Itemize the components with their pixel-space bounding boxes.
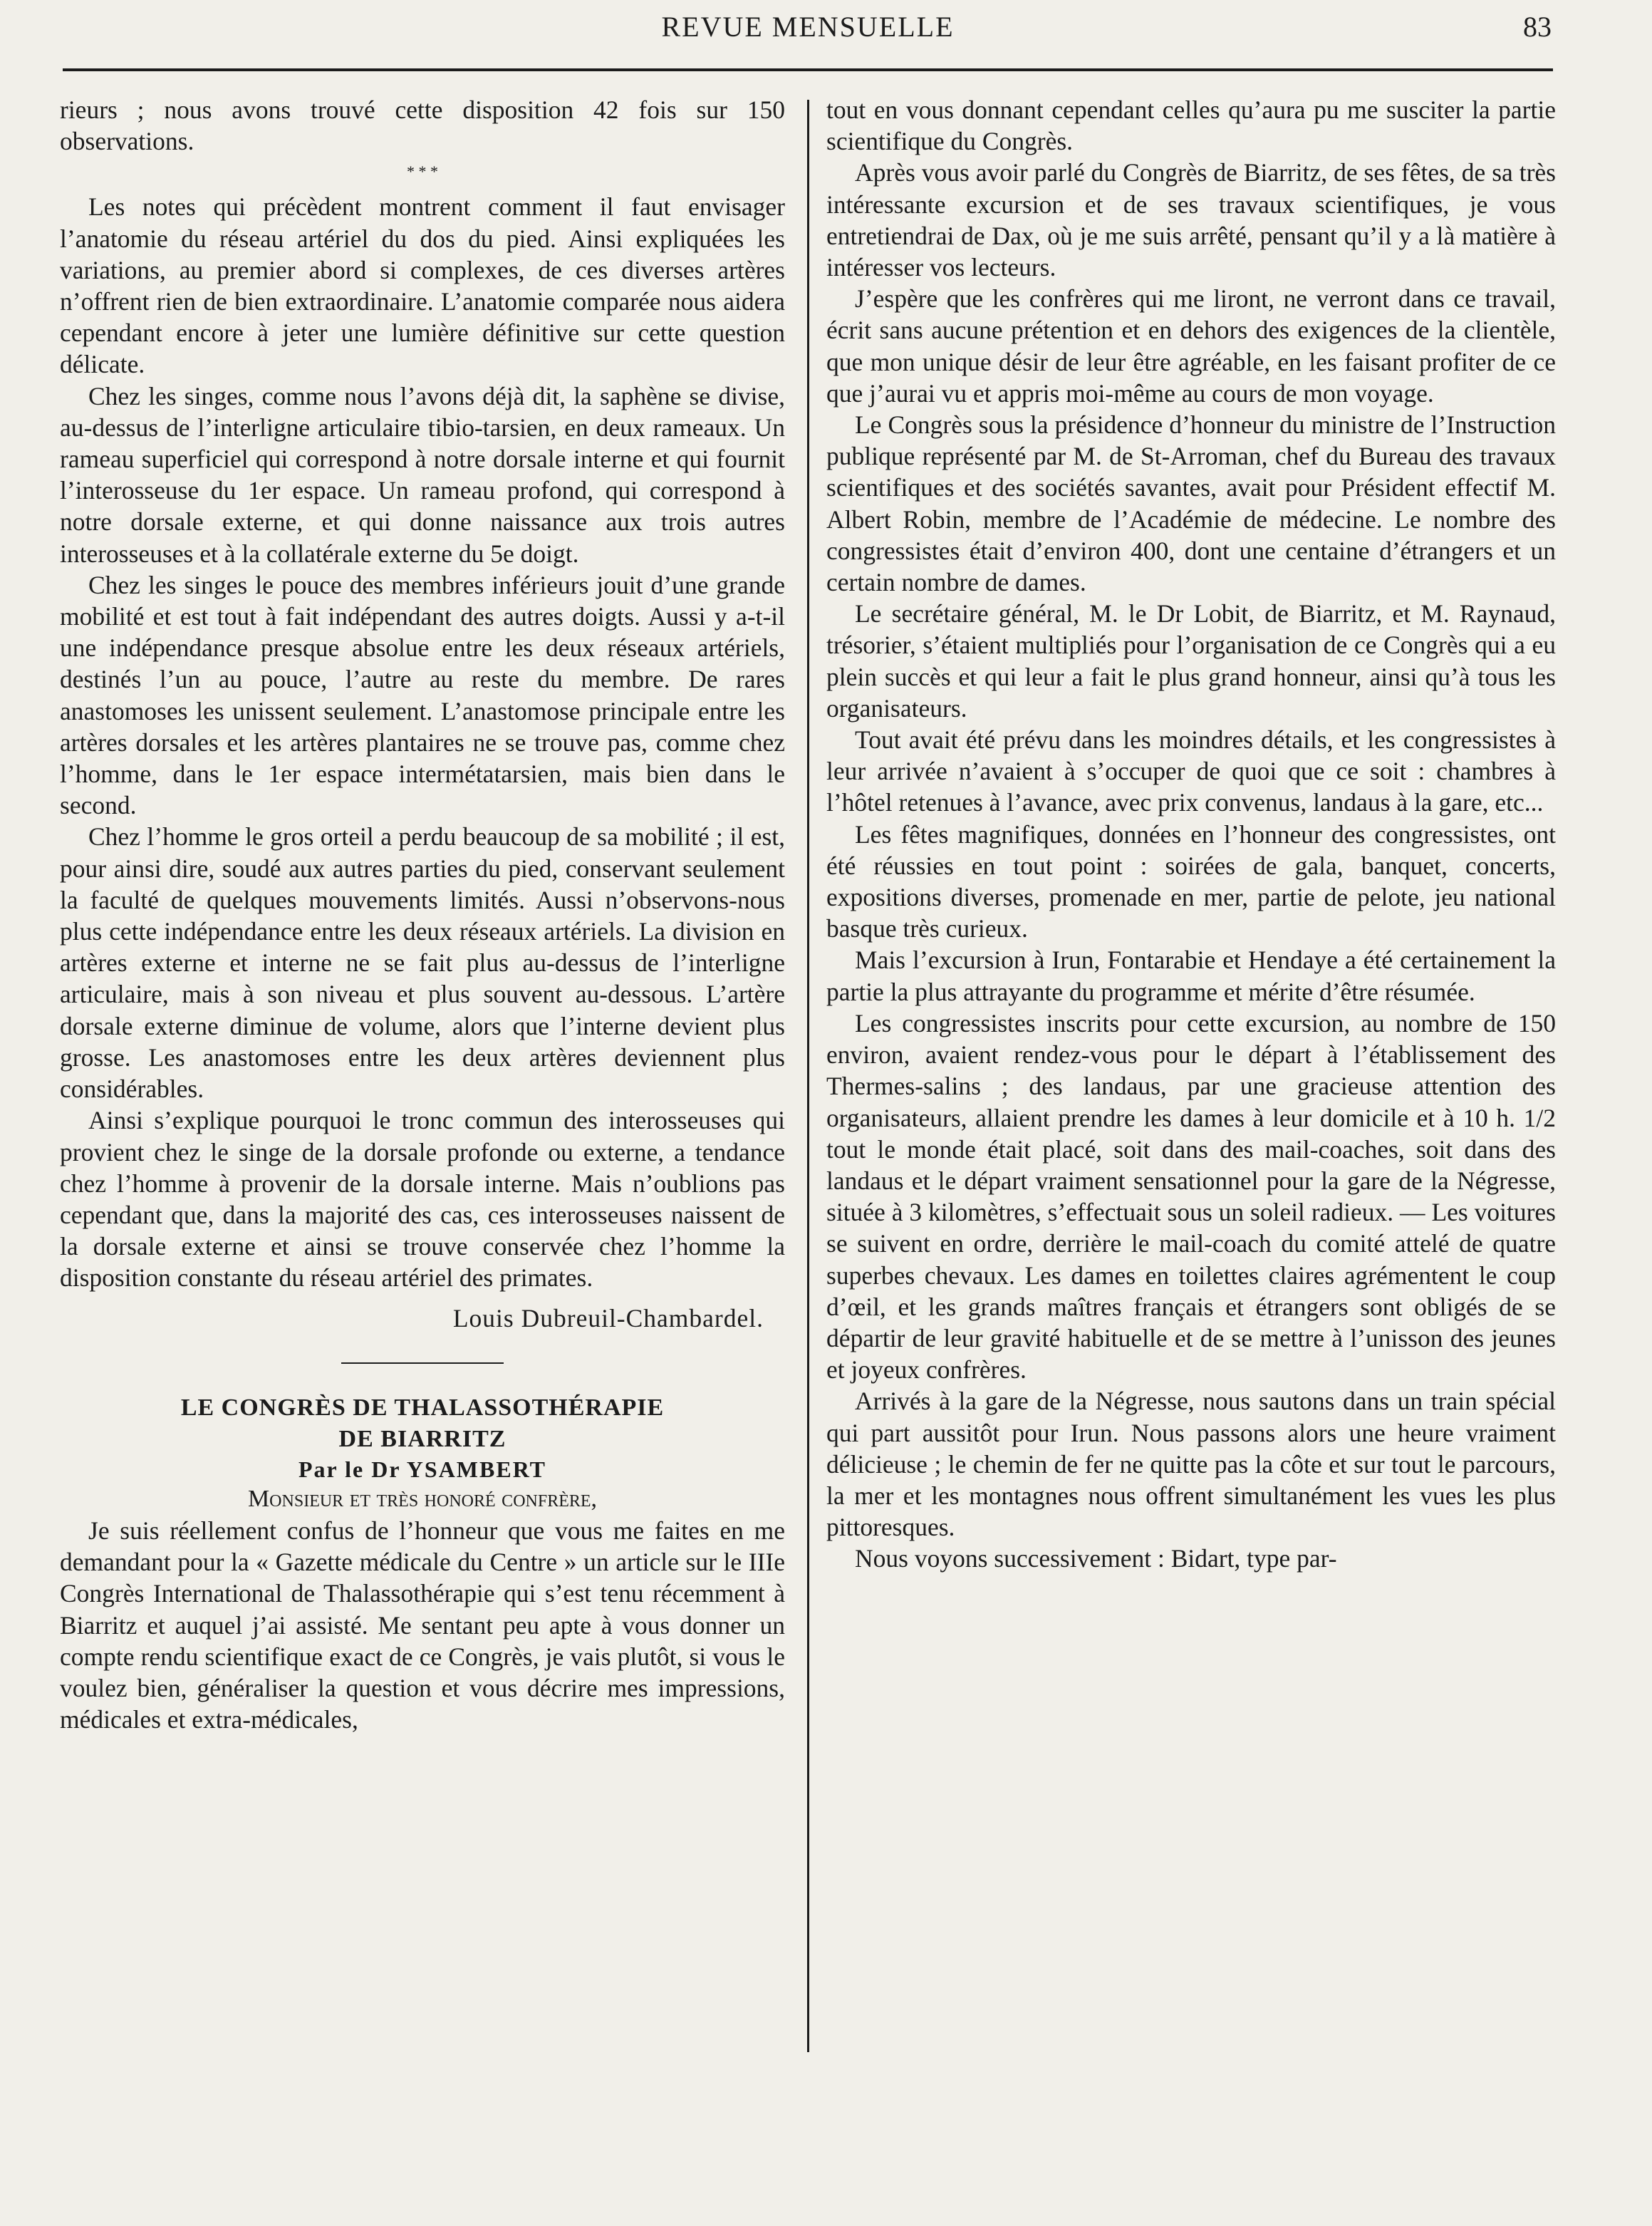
- paragraph: rieurs ; nous avons trouvé cette disposition 42 fois sur 150 observations.: [60, 95, 785, 156]
- paragraph: Nous voyons successivement : Bidart, type par-: [855, 1544, 1337, 1573]
- paragraph: J’espère que les confrères qui me liront, ne verront dans ce travail, écrit sans aucune prétention et en dehors des exigences de la clientèle, que mon unique désir de leur être agréable, en les faisant profiter de ce que j’aurai vu et appris moi-même au cours de mon voyage.: [826, 284, 1556, 408]
- article-author: Par le Dr YSAMBERT: [298, 1456, 547, 1482]
- paragraph: Tout avait été prévu dans les moindres détails, et les congressistes à leur arrivée n’avaient à s’occuper de quoi que ce soit : chambres à l’hôtel retenues à l’avance, avec prix convenus, landaus à la gare, etc...: [826, 725, 1556, 817]
- article-divider: [341, 1362, 504, 1364]
- paragraph: Le Congrès sous la présidence d’honneur du ministre de l’Instruction publique représenté par M. de St-Arroman, chef du Bureau des travaux scientifiques et des sociétés savantes, avait pour Président effectif M. Albert Robin, membre de l’Académie de médecine. Le nombre des congressistes était d’environ 400, dont une centaine d’étrangers et un certain nombre de dames.: [826, 410, 1556, 597]
- page-header: [63, 10, 1553, 60]
- paragraph: Chez les singes, comme nous l’avons déjà dit, la saphène se divise, au-dessus de l’interligne articulaire tibio-tarsien, en deux rameaux. Un rameau superficiel qui correspond à notre dorsale interne et qui fournit l’interosseuse du 1er espace. Un rameau profond, qui correspond à notre dorsale externe, et qui donne naissance aux trois autres interosseuses et à la collatérale externe du 5e doigt.: [60, 381, 785, 568]
- paragraph: tout en vous donnant cependant celles qu’aura pu me susciter la partie scientifique du Congrès.: [826, 95, 1556, 156]
- page-number: 83: [1523, 11, 1552, 43]
- paragraph: Arrivés à la gare de la Négresse, nous sautons dans un train spécial qui part aussitôt pour Irun. Nous passons alors une heure vraiment délicieuse ; le chemin de fer ne quitte pas la côte et sur tout le parcours, la mer et les montagnes nous offrent simultanément les vues les plus pittoresques.: [826, 1387, 1556, 1542]
- paragraph: Je suis réellement confus de l’honneur que vous me faites en me demandant pour la « Gazette médicale du Centre » un article sur le IIIe Congrès International de Thalassothérapie qui s’est tenu récemment à Biarritz et auquel j’ai assisté. Me sentant peu apte à vous donner un compte rendu scientifique exact de ce Congrès, je vais plutôt, si vous le voulez bien, généraliser la question et vous décrire mes impressions, médicales et extra-médicales,: [60, 1516, 785, 1734]
- paragraph: Chez l’homme le gros orteil a perdu beaucoup de sa mobilité ; il est, pour ainsi dire, soudé aux autres parties du pied, conservant seulement la faculté de quelques mouvements limités. Aussi n’observons-nous plus cette indépendance entre les deux réseaux artériels. La division en artères externe et interne ne se fait plus au-dessus de l’interligne articulaire, mais à son niveau et plus souvent au-dessous. L’artère dorsale externe diminue de volume, alors que l’interne devient plus grosse. Les anastomoses entre les deux artères deviennent plus considérables.: [60, 822, 785, 1104]
- paragraph: Chez les singes le pouce des membres inférieurs jouit d’une grande mobilité et est tout à fait indépendant des autres doigts. Aussi y a-t-il une indépendance presque absolue entre les deux réseaux artériels, destinés l’un au pouce, l’autre au reste du membre. De rares anastomoses les unissent seulement. L’anastomose principale entre les artères dorsales et les artères plantaires ne se trouve pas, comme chez l’homme, dans le 1er espace intermétatarsien, mais bien dans le second.: [60, 570, 785, 820]
- paragraph: Ainsi s’explique pourquoi le tronc commun des interosseuses qui provient chez le singe de la dorsale profonde ou externe, a tendance chez l’homme à provenir de la dorsale interne. Mais n’oublions pas cependant que, dans la majorité des cas, ces interosseuses naissent de la dorsale externe et ainsi se trouve conservée chez l’homme la disposition constante du réseau artériel des primates.: [60, 1106, 785, 1293]
- article-title: LE CONGRÈS DE THALASSOTHÉRAPIE: [180, 1394, 665, 1421]
- article-title-line-2: DE BIARRITZ: [338, 1425, 506, 1452]
- salutation: Monsieur et très honoré confrère,: [247, 1485, 598, 1512]
- paragraph: Le secrétaire général, M. le Dr Lobit, de Biarritz, et M. Raynaud, trésorier, s’étaient multipliés pour l’organisation de ce Congrès qui a eu plein succès et qui leur a fait le plus grand honneur, ainsi qu’à tous les organisateurs.: [826, 599, 1556, 723]
- paragraph: Mais l’excursion à Irun, Fontarabie et Hendaye a été certainement la partie la plus attrayante du programme et mérite d’être résumée.: [826, 946, 1556, 1006]
- author-signature: Louis Dubreuil-Chambardel.: [452, 1303, 764, 1332]
- journal-title: REVUE MENSUELLE: [661, 11, 955, 43]
- left-column: [60, 94, 785, 1735]
- header-rule: [63, 68, 1553, 71]
- column-divider: [807, 100, 809, 2052]
- paragraph: Les fêtes magnifiques, données en l’honneur des congressistes, ont été réussies en tout point : soirées de gala, banquet, concerts, expositions diverses, promenade en mer, partie de pelote, jeu national basque très curieux.: [826, 819, 1556, 943]
- right-column: [826, 94, 1556, 1575]
- paragraph: Les notes qui précèdent montrent comment il faut envisager l’anatomie du réseau artériel du dos du pied. Ainsi expliquées les variations, au premier abord si complexes, de ces diverses artères n’offrent rien de bien extraordinaire. L’anatomie comparée nous aidera cependant encore à jeter une lumière définitive sur cette question délicate.: [60, 192, 785, 379]
- section-separator-stars: * * *: [407, 162, 438, 181]
- paragraph: Les congressistes inscrits pour cette excursion, au nombre de 150 environ, avaient rendez-vous pour le départ à l’établissement des Thermes-salins ; des landaus, par une gracieuse attention des organisateurs, allaient prendre les dames à leur domicile et à 10 h. 1/2 tout le monde était placé, soit dans des mail-coaches, soit dans des landaus et le départ vraiment sensationnel pour la gare de la Négresse, située à 3 kilomètres, s’effectuait sous un soleil radieux. — Les voitures se suivent en ordre, derrière le mail-coach du comité attelé de quatre superbes chevaux. Les dames en toilettes claires agrémentent le coup d’œil, et les grands maîtres français et étrangers sont obligés de se départir de leur gravité habituelle et de se mettre à l’unisson des jeunes et joyeux confrères.: [826, 1008, 1556, 1384]
- paragraph: Après vous avoir parlé du Congrès de Biarritz, de ses fêtes, de sa très intéressante excursion et de ses travaux scientifiques, je vous entretiendrai de Dax, où je me suis arrêté, pensant qu’il y a là matière à intéresser vos lecteurs.: [826, 158, 1556, 282]
